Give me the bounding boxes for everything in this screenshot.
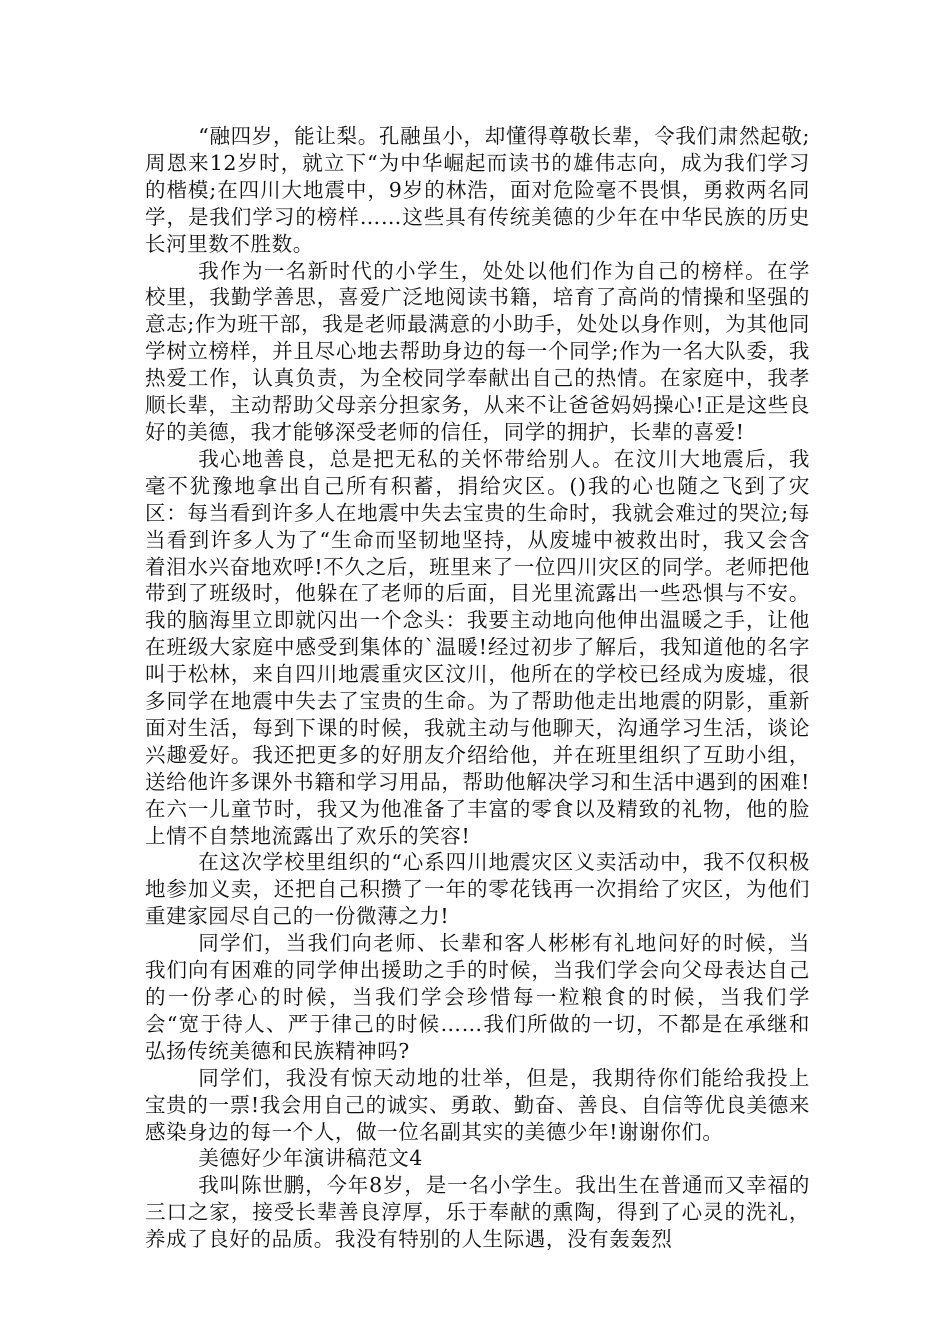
section-heading: 美德好少年演讲稿范文4: [198, 1146, 423, 1171]
paragraph-6: 同学们，我没有惊天动地的壮举，但是，我期待你们能给我投上宝贵的一票!我会用自己的诚实、勇敢、勤奋、善良、自信等优良美德来感染身边的每一个人，做一位名副其实的美德少年!谢谢你们。: [145, 1065, 810, 1144]
paragraph-7: 我叫陈世鹏，今年8岁，是一名小学生。我出生在普通而又幸福的三口之家，接受长辈善良淳厚，乐于奉献的熏陶，得到了心灵的洗礼，养成了良好的品质。我没有特别的人生际遇，没有轰轰烈: [145, 1173, 810, 1252]
paragraph-3: 我心地善良，总是把无私的关怀带给别人。在汶川大地震后，我毫不犹豫地拿出自己所有积蓄，捐给灾区。()我的心也随之飞到了灾区：每当看到许多人在地震中失去宝贵的生命时，我就会难过的哭泣;每当看到许多人为了“生命而坚韧地坚持，从废墟中被救出时，我又会含着泪水兴奋地欢呼!不久之后，班里来了一位四川灾区的同学。老师把他带到了班级时，他躲在了老师的后面，目光里流露出一些恐惧与不安。我的脑海里立即就闪出一个念头：我要主动地向他伸出温暖之手，让他在班级大家庭中感受到集体的`温暖!经过初步了解后，我知道他的名字叫于松林，来自四川地震重灾区汶川，他所在的学校已经成为废墟，很多同学在地震中失去了宝贵的生命。为了帮助他走出地震的阴影，重新面对生活，每到下课的时候，我就主动与他聊天，沟通学习生活，谈论兴趣爱好。我还把更多的好朋友介绍给他，并在班里组织了互助小组，送给他许多课外书籍和学习用品，帮助他解决学习和生活中遇到的困难!在六一儿童节时，我又为他准备了丰富的零食以及精致的礼物，他的脸上情不自禁地流露出了欢乐的笑容!: [145, 446, 810, 848]
paragraph-2: 我作为一名新时代的小学生，处处以他们作为自己的榜样。在学校里，我勤学善思，喜爱广泛地阅读书籍，培育了高尚的情操和坚强的意志;作为班干部，我是老师最满意的小助手，处处以身作则，为其他同学树立榜样，并且尽心地去帮助身边的每一个同学;作为一名大队委，我热爱工作，认真负责，为全校同学奉献出自己的热情。在家庭中，我孝顺长辈，主动帮助父母亲分担家务，从来不让爸爸妈妈操心!正是这些良好的美德，我才能够深受老师的信任，同学的拥护，长辈的喜爱!: [145, 258, 810, 444]
paragraph-4: 在这次学校里组织的“心系四川地震灾区义卖活动中，我不仅积极地参加义卖，还把自己积攒了一年的零花钱再一次捐给了灾区，为他们重建家园尽自己的一份微薄之力!: [145, 850, 810, 929]
paragraph-1: “融四岁，能让梨。孔融虽小，却懂得尊敬长辈，令我们肃然起敬;周恩来12岁时，就立下“为中华崛起而读书的雄伟志向，成为我们学习的楷模;在四川大地震中，9岁的林浩，面对危险毫不畏惧，勇救两名同学，是我们学习的榜样……这些具有传统美德的少年在中华民族的历史长河里数不胜数。: [145, 124, 810, 256]
paragraph-5: 同学们，当我们向老师、长辈和客人彬彬有礼地问好的时候，当我们向有困难的同学伸出援助之手的时候，当我们学会向父母表达自己的一份孝心的时候，当我们学会珍惜每一粒粮食的时候，当我们学会“宽于待人、严于律己的时候……我们所做的一切，不都是在承继和弘扬传统美德和民族精神吗?: [145, 931, 810, 1063]
document-body: [145, 123, 810, 1253]
